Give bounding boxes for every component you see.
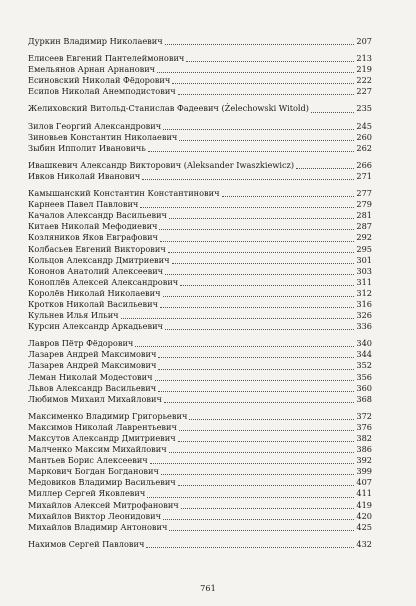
- index-entry: [28, 360, 372, 371]
- entry-page-number: 360: [356, 382, 372, 393]
- dot-leader: [172, 83, 354, 84]
- entry-name: Нахимов Сергей Павлович: [28, 538, 145, 549]
- index-entry: [28, 232, 372, 243]
- entry-page-number: 392: [356, 455, 372, 466]
- dot-leader: [161, 474, 354, 475]
- entry-page-number: 262: [356, 142, 372, 153]
- entry-name: Камышанский Константин Константинович: [28, 188, 220, 199]
- dot-leader: [178, 485, 355, 486]
- page-number: 761: [200, 583, 216, 593]
- dot-leader: [135, 346, 354, 347]
- entry-page-number: 271: [356, 170, 372, 181]
- dot-leader: [165, 274, 354, 275]
- index-group: [28, 338, 372, 405]
- dot-leader: [181, 508, 355, 509]
- index-entry: [28, 171, 372, 182]
- dot-leader: [159, 229, 354, 230]
- index-entry: [28, 160, 372, 171]
- entry-name: Максимов Николай Лаврентьевич: [28, 421, 177, 432]
- index-entry: [28, 199, 372, 210]
- index-group: [28, 103, 372, 114]
- entry-page-number: 260: [356, 131, 372, 142]
- index-entry: [28, 53, 372, 64]
- entry-name: Мантьев Борис Алексеевич: [28, 455, 148, 466]
- dot-leader: [172, 263, 355, 264]
- dot-leader: [158, 391, 354, 392]
- dot-leader: [163, 519, 354, 520]
- entry-name: Лазарев Андрей Максимович: [28, 360, 157, 371]
- entry-page-number: 266: [356, 159, 372, 170]
- entry-name: Есиновский Николай Фёдорович: [28, 75, 171, 86]
- dot-leader: [142, 179, 354, 180]
- entry-page-number: 281: [356, 210, 372, 221]
- entry-name: Карнеев Павел Павлович: [28, 199, 139, 210]
- entry-page-number: 340: [356, 338, 372, 349]
- entry-name: Кротков Николай Васильевич: [28, 298, 159, 309]
- dot-leader: [164, 402, 354, 403]
- index-entry: [28, 210, 372, 221]
- dot-leader: [311, 112, 354, 113]
- entry-page-number: 207: [356, 36, 372, 46]
- dot-leader: [178, 441, 355, 442]
- index-entry: [28, 338, 372, 349]
- entry-name: Медовиков Владимир Васильевич: [28, 477, 176, 488]
- index-entry: [28, 321, 372, 332]
- dot-leader: [150, 463, 355, 464]
- entry-name: Лавров Пётр Фёдорович: [28, 338, 134, 349]
- entry-name: Максименко Владимир Григорьевич: [28, 410, 188, 421]
- dot-leader: [160, 307, 354, 308]
- entry-page-number: 382: [356, 433, 372, 443]
- index-entry: [28, 500, 372, 511]
- index-entry: [28, 383, 372, 394]
- entry-name: Коноплёв Алексей Александрович: [28, 276, 179, 287]
- entry-name: Кольцов Александр Дмитриевич: [28, 254, 170, 265]
- index-entry: [28, 132, 372, 143]
- index-entry: [28, 103, 372, 114]
- entry-name: Зилов Георгий Александрович: [28, 120, 162, 131]
- entry-page-number: 303: [356, 265, 372, 276]
- entry-name: Зиновьев Константин Николаевич: [28, 131, 178, 142]
- dot-leader: [189, 419, 354, 420]
- entry-page-number: 356: [356, 371, 372, 382]
- entry-name: Миллер Сергей Яковлевич: [28, 488, 146, 499]
- index-entry: [28, 86, 372, 97]
- dot-leader: [178, 94, 355, 95]
- entry-page-number: 222: [356, 75, 372, 86]
- entry-name: Курсин Александр Аркадьевич: [28, 321, 163, 332]
- index-entry: [28, 299, 372, 310]
- entry-page-number: 344: [356, 349, 372, 360]
- entry-name: Маркович Богдан Богданович: [28, 466, 159, 477]
- entry-page-number: 235: [356, 103, 372, 114]
- index-group: [28, 411, 372, 533]
- entry-page-number: 386: [356, 444, 372, 455]
- name-index: [28, 36, 372, 550]
- entry-page-number: 420: [356, 510, 372, 521]
- entry-page-number: 227: [356, 86, 372, 97]
- entry-page-number: 279: [356, 199, 372, 210]
- entry-name: Михайлов Виктор Леонидович: [28, 510, 162, 521]
- entry-page-number: 316: [356, 298, 372, 309]
- dot-leader: [158, 369, 354, 370]
- dot-leader: [169, 218, 354, 219]
- entry-page-number: 295: [356, 243, 372, 254]
- entry-name: Качалов Александр Васильевич: [28, 210, 167, 221]
- index-entry: [28, 244, 372, 255]
- entry-name: Кульнев Илья Ильич: [28, 310, 119, 321]
- entry-page-number: 419: [356, 499, 372, 510]
- dot-leader: [179, 140, 354, 141]
- index-entry: [28, 522, 372, 533]
- index-entry: [28, 466, 372, 477]
- dot-leader: [179, 430, 354, 431]
- dot-leader: [148, 151, 355, 152]
- entry-page-number: 399: [356, 466, 372, 477]
- index-entry: [28, 221, 372, 232]
- entry-name: Малченко Максим Михайлович: [28, 444, 167, 455]
- entry-page-number: 425: [356, 521, 372, 532]
- entry-page-number: 213: [356, 53, 372, 64]
- entry-page-number: 352: [356, 360, 372, 371]
- entry-page-number: 411: [356, 488, 372, 499]
- entry-name: Есипов Николай Анемподистович: [28, 86, 176, 97]
- entry-name: Козляников Яков Евграфович: [28, 232, 158, 243]
- index-entry: [28, 539, 372, 550]
- dot-leader: [180, 285, 354, 286]
- entry-page-number: 277: [356, 188, 372, 199]
- entry-page-number: 292: [356, 232, 372, 243]
- index-entry: [28, 36, 372, 47]
- dot-leader: [157, 72, 354, 73]
- entry-page-number: 219: [356, 64, 372, 75]
- dot-leader: [165, 44, 355, 45]
- index-entry: [28, 372, 372, 383]
- index-entry: [28, 394, 372, 405]
- entry-name: Дуркин Владимир Николаевич: [28, 36, 163, 46]
- index-entry: [28, 488, 372, 499]
- entry-name: Любимов Михаил Михайлович: [28, 393, 162, 404]
- entry-name: Елисеев Евгений Пантелеймонович: [28, 53, 185, 64]
- index-entry: [28, 477, 372, 488]
- entry-page-number: 336: [356, 321, 372, 332]
- index-entry: [28, 75, 372, 86]
- dot-leader: [163, 296, 355, 297]
- entry-page-number: 372: [356, 410, 372, 421]
- entry-name: Львов Александр Васильевич: [28, 382, 157, 393]
- entry-page-number: 245: [356, 120, 372, 131]
- dot-leader: [140, 207, 354, 208]
- index-entry: [28, 422, 372, 433]
- index-group: [28, 188, 372, 332]
- index-group: [28, 53, 372, 97]
- index-entry: [28, 455, 372, 466]
- entry-name: Максутов Александр Дмитриевич: [28, 433, 176, 443]
- dot-leader: [222, 196, 355, 197]
- entry-name: Михайлов Владимир Антонович: [28, 521, 168, 532]
- index-entry: [28, 444, 372, 455]
- dot-leader: [160, 241, 354, 242]
- entry-page-number: 368: [356, 393, 372, 404]
- index-entry: [28, 188, 372, 199]
- dot-leader: [186, 61, 354, 62]
- index-entry: [28, 433, 372, 444]
- entry-name: Колбасьев Евгений Викторович: [28, 243, 166, 254]
- entry-name: Ивков Николай Иванович: [28, 170, 141, 181]
- index-group: [28, 160, 372, 182]
- index-entry: [28, 64, 372, 75]
- index-entry: [28, 288, 372, 299]
- entry-name: Королёв Николай Николаевич: [28, 287, 161, 298]
- dot-leader: [169, 530, 354, 531]
- entry-name: Кононов Анатолий Алексеевич: [28, 265, 164, 276]
- index-entry: [28, 349, 372, 360]
- dot-leader: [168, 252, 355, 253]
- entry-page-number: 407: [356, 477, 372, 488]
- entry-name: Лазарев Андрей Максимович: [28, 349, 157, 360]
- entry-name: Леман Николай Модестович: [28, 371, 153, 382]
- entry-page-number: 301: [356, 254, 372, 265]
- entry-page-number: 311: [356, 276, 372, 287]
- dot-leader: [163, 129, 354, 130]
- index-entry: [28, 310, 372, 321]
- index-group: [28, 36, 372, 47]
- index-entry: [28, 143, 372, 154]
- index-entry: [28, 411, 372, 422]
- entry-page-number: 432: [356, 538, 372, 549]
- entry-page-number: 376: [356, 421, 372, 432]
- dot-leader: [165, 329, 354, 330]
- entry-name: Ивашкевич Александр Викторович (Aleksander Iwaszkiewicz): [28, 159, 295, 170]
- dot-leader: [146, 547, 354, 548]
- entry-name: Емельянов Арнан Арнанович: [28, 64, 156, 75]
- entry-name: Желиховский Витольд-Станислав Фадеевич (Żelechowski Witold): [28, 103, 309, 114]
- dot-leader: [158, 357, 354, 358]
- dot-leader: [121, 318, 355, 319]
- entry-name: Китаев Николай Мефодиевич: [28, 221, 158, 232]
- entry-page-number: 326: [356, 310, 372, 321]
- entry-name: Михайлов Алексей Митрофанович: [28, 499, 179, 510]
- index-entry: [28, 511, 372, 522]
- dot-leader: [296, 168, 354, 169]
- entry-page-number: 312: [356, 287, 372, 298]
- dot-leader: [169, 452, 355, 453]
- index-group: [28, 539, 372, 550]
- index-entry: [28, 277, 372, 288]
- entry-name: Зыбин Ипполит Ивановичь: [28, 142, 146, 153]
- index-entry: [28, 121, 372, 132]
- index-group: [28, 121, 372, 154]
- dot-leader: [155, 380, 355, 381]
- dot-leader: [147, 497, 354, 498]
- entry-page-number: 287: [356, 221, 372, 232]
- index-entry: [28, 255, 372, 266]
- index-entry: [28, 266, 372, 277]
